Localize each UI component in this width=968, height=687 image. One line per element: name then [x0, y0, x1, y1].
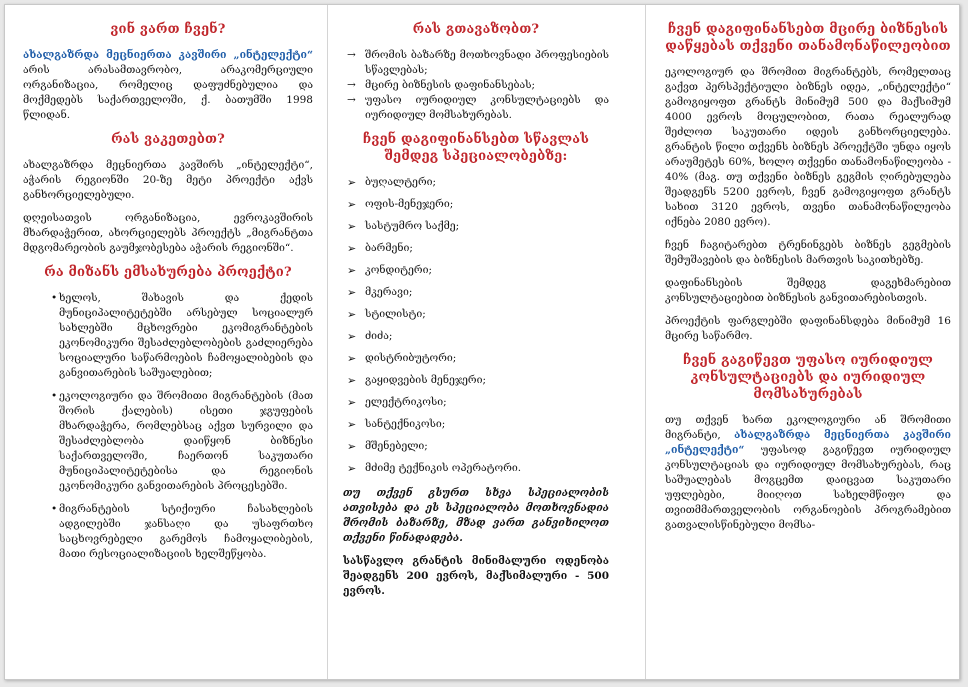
- column-right: [665, 19, 951, 671]
- who-are-we-heading: ვინ ვართ ჩვენ?: [110, 22, 226, 37]
- offer-item: → მცირე ბიზნესის დაფინანსებას;: [343, 78, 609, 93]
- grant-amount-note: სასწავლო გრანტის მინიმალური ოდენობა შეადგენს 200 ევროს, მაქსიმალური - 500 ევროს.: [343, 555, 609, 597]
- legal-help-text-a: თუ თქვენ ხართ ეკოლოგიური ან შრომითი მიგრანტი,: [665, 414, 951, 441]
- who-are-we-text: [23, 48, 313, 123]
- specialty-item: ➢ მძიმე ტექნიკის ოპერატორი.: [347, 461, 609, 476]
- offer-item: → უფასო იურიდიულ კონსულტაციებს და იურიდიულ მომსახურებას.: [343, 93, 609, 123]
- legal-help-heading: ჩვენ გაგიწევთ უფასო იურიდიულ კონსულტაციებს და იურიდიულ მომსახურებას: [683, 353, 933, 402]
- column-middle: [343, 19, 609, 671]
- what-we-do-text-2: დღეისათვის ორგანიზაცია, ევროკავშირის მხარდაჭერით, ახორციელებს პროექტს „მიგრანტთა მდგომარეობის გაუმჯობესება აჭარის რეგიონში“.: [23, 212, 313, 254]
- offer-item: → შრომის ბაზარზე მოთხოვნადი პროფესიების სწავლებას;: [343, 48, 609, 78]
- other-specialty-note: თუ თქვენ გსურთ სხვა სპეციალობის ათვისება და ეს სპეციალობა მოთხოვნადია შრომის ბაზარზე, მზად ვართ განვიხილოთ თქვენი წინადადება.: [343, 487, 609, 544]
- column-divider: [327, 5, 328, 679]
- business-funding-text: ეკოლოგიურ და შრომით მიგრანტებს, რომელთაც გაქვთ პერსპექტიული ბიზნეს იდეა, „ინტელექტი“ გამოგიყოფთ გრანტს მინიმუმ 500 და მაქსიმუმ 4000 ევროს მოცულობით, რათა რეალურად შეძლოთ საკუთარი იდეის განხორციელება. გრანტის წილი თქვენს ბიზნეს პროექტში უნდა იყოს არაუმეტეს 60%, ხოლო თქვენი თანამონაწილეობა - 40% (მაგ. თუ თქვენი ბიზნეს გეგმის ღირებულება შეადგენს 5200 ევროს, ჩვენ გამოგიყოფთ გრანტს სახით 3120 ევროს, თვენი თანამონაწილეობა იქნება 2080 ევრო).: [665, 66, 951, 228]
- specialty-item: ➢ სტილისტი;: [347, 307, 609, 322]
- legal-help-text: [665, 413, 951, 533]
- specialty-item: ➢ ბუღალტერი;: [347, 175, 609, 190]
- specialty-item: ➢ დისტრიბუტორი;: [347, 351, 609, 366]
- specialty-item: ➢ ელექტრიკოსი;: [347, 395, 609, 410]
- column-divider: [645, 5, 646, 679]
- goal-bullet-1: • ხელოს, შახავის და ქედის მუნიციპალიტეტებში არსებულ სოციალურ სახლებში მცხოვრები ეკომიგრანტების ეკონომიკური შესაძლებლობების გაძლიერება სოციალური საწარმოების ჩამოყალიბების და განვითარების საშუალებით;: [23, 291, 313, 381]
- goal-bullet-3: • მიგრანტების სტიქიური ჩასახლების ადგილებში ჯანსაღი და უსაფრთხო საცხოვრებელი გარემოს ჩამოყალიბების, მათი რესოციალიზაციის ხელშეწყობა.: [23, 502, 313, 562]
- training-text: ჩვენ ჩაგიტარებთ ტრენინგებს ბიზნეს გეგმების შემუშავების და ბიზნესის მართვის საკითხებზე.: [665, 239, 951, 266]
- what-we-offer-heading: რას გთავაზობთ?: [412, 22, 540, 37]
- specialties-heading: ჩვენ დაგიფინანსებთ სწავლას შემდეგ სპეციალობებზე:: [362, 132, 590, 164]
- business-funding-heading: ჩვენ დაგიფინანსებთ მცირე ბიზნესის დაწყებას თქვენი თანამონაწილეობით: [665, 22, 951, 54]
- specialty-item: ➢ მკერავი;: [347, 285, 609, 300]
- brochure-page: [4, 4, 960, 680]
- organization-name: ახალგაზრდა მეცნიერთა კავშირი „ინტელექტი“: [665, 429, 951, 456]
- consulting-text: დაფინანსების შემდეგ დაგეხმარებით კონსულტაციებით ბიზნესის განვითარებისთვის.: [665, 277, 951, 304]
- what-we-do-text-1: ახალგაზრდა მეცნიერთა კავშირს „ინტელექტი“, აჭარის რეგიონში 20-ზე მეტი პროექტი აქვს განხორციელებული.: [23, 159, 313, 201]
- what-we-do-heading: რას ვაკეთებთ?: [111, 132, 225, 147]
- goal-bullet-2: • ეკოლოგიური და შრომითი მიგრანტების (მათ შორის ქალების) ისეთი ჯგუფების მხარდაჭერა, რომლებსაც აქვთ სურვილი და შესაძლებლობა დაიწყონ ბიზნესი საქართველოში, ჩაერთონ საკუთარი მუნიციპალიტეტებისა და რეგიონის ეკონომიკური განვითარების პროცესებში.: [23, 389, 313, 494]
- column-left: [23, 19, 313, 671]
- specialty-item: ➢ ბარმენი;: [347, 241, 609, 256]
- specialty-item: ➢ სანტექნიკოსი;: [347, 417, 609, 432]
- specialty-item: ➢ ოფის-მენეჯერი;: [347, 197, 609, 212]
- who-are-we-rest: არის არასამთავრობო, არაკომერციული ორგანიზაცია, რომელიც დაფუძნებულია და მოქმედებს საქართველოში, ქ. ბათუმში 1998 წლიდან.: [23, 64, 313, 121]
- organization-name: ახალგაზრდა მეცნიერთა კავშირი „ინტელექტი“: [23, 49, 313, 61]
- specialty-item: ➢ გაყიდვების მენეჯერი;: [347, 373, 609, 388]
- specialty-item: ➢ კონდიტერი;: [347, 263, 609, 278]
- specialty-item: ➢ ძიძა;: [347, 329, 609, 344]
- legal-help-text-b: უფასოდ გაგიწევთ იურიდიულ კონსულტაციას და იურიდიულ მომსახურებას, რაც საშუალებას მოგცემთ დაიცვათ საკუთარი უფლებები, მიიღოთ სახელმწიფო და თვითმმართველობის ორგანოების პროგრამებით გათვალისწინებული მომსა-: [665, 444, 951, 531]
- specialty-item: ➢ მშენებელი;: [347, 439, 609, 454]
- specialty-item: ➢ სასტუმრო საქმე;: [347, 219, 609, 234]
- enterprise-count-text: პროექტის ფარგლებში დაფინანსდება მინიმუმ 16 მცირე საწარმო.: [665, 315, 951, 342]
- project-goal-heading: რა მიზანს ემსახურება პროექტი?: [44, 265, 292, 280]
- specialty-list: [347, 175, 609, 476]
- offer-list: [343, 48, 609, 123]
